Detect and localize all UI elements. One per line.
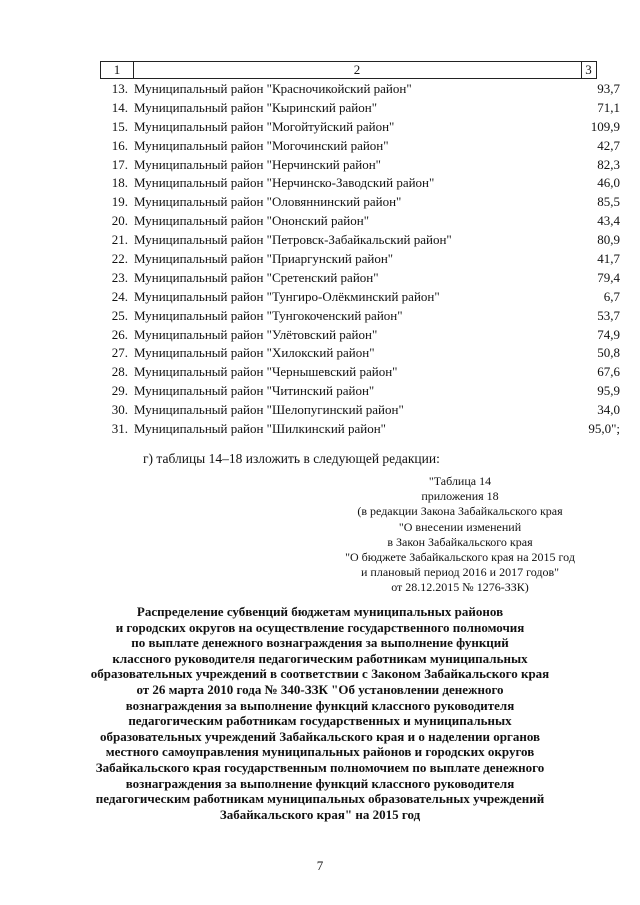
- row-value: 79,4: [597, 269, 620, 285]
- table-row: [100, 307, 620, 326]
- row-value: 67,6: [597, 364, 620, 380]
- row-number: 19.: [111, 194, 128, 210]
- row-number: 18.: [111, 175, 128, 191]
- table-row: [100, 344, 620, 363]
- title-line: от 26 марта 2010 года № 340-ЗЗК "Об установлении денежного: [136, 681, 504, 697]
- row-value: 82,3: [597, 156, 620, 172]
- row-number: 24.: [111, 288, 128, 304]
- row-name: Муниципальный район "Хилокский район": [134, 345, 375, 361]
- row-value: 46,0: [597, 175, 620, 191]
- row-value: 34,0: [597, 402, 620, 418]
- title-line: педагогическим работникам государственных и муниципальных: [128, 713, 512, 729]
- row-value: 6,7: [603, 288, 620, 304]
- row-number: 31.: [111, 421, 128, 437]
- approval-line: от 28.12.2015 № 1276-ЗЗК): [391, 580, 529, 595]
- row-name: Муниципальный район "Читинский район": [134, 383, 375, 399]
- row-name: Муниципальный район "Шилкинский район": [134, 421, 386, 437]
- row-name: Муниципальный район "Чернышевский район": [134, 364, 398, 380]
- row-name: Муниципальный район "Красночикойский район": [134, 81, 412, 96]
- row-number: 14.: [111, 99, 128, 115]
- row-name: Муниципальный район "Тунгокоченский район": [134, 307, 403, 323]
- row-number: 28.: [111, 364, 128, 380]
- row-name: Муниципальный район "Улётовский район": [134, 326, 378, 342]
- table-header-col-2: 2: [133, 62, 582, 78]
- title-line: Забайкальского края государственным полномочием по выплате денежного: [95, 759, 545, 775]
- row-number: 23.: [111, 269, 128, 285]
- row-number: 20.: [111, 213, 128, 229]
- table-header-col-3: 3: [585, 62, 592, 77]
- title-line: классного руководителя педагогическим работникам муниципальных: [112, 650, 528, 666]
- table-row: [100, 80, 620, 99]
- approval-line: (в редакции Закона Забайкальского края: [357, 504, 563, 519]
- title-line: местного самоуправления муниципальных районов и городских округов: [105, 744, 535, 760]
- row-number: 16.: [111, 137, 128, 153]
- approval-line: "О внесении изменений: [398, 519, 522, 534]
- intro-paragraph: г) таблицы 14–18 изложить в следующей редакции:: [143, 451, 440, 466]
- row-value: 53,7: [597, 307, 620, 323]
- row-number: 22.: [111, 251, 128, 267]
- row-name: Муниципальный район "Нерчинский район": [134, 156, 381, 172]
- table-row: [100, 363, 620, 382]
- table-row: [100, 137, 620, 156]
- table-row: [100, 231, 620, 250]
- row-name: Муниципальный район "Сретенский район": [134, 269, 379, 285]
- row-number: 30.: [111, 402, 128, 418]
- title-line: педагогическим работникам муниципальных образовательных учреждений: [95, 791, 545, 807]
- row-value: 74,9: [597, 326, 620, 342]
- row-name: Муниципальный район "Тунгиро-Олёкминский район": [134, 288, 440, 304]
- row-value: 95,0";: [588, 421, 620, 437]
- page-number: 7: [316, 858, 324, 873]
- title-line: и городских округов на осуществление государственного полномочия: [115, 619, 525, 635]
- row-number: 26.: [111, 326, 128, 342]
- row-name: Муниципальный район "Петровск-Забайкальский район": [134, 232, 452, 248]
- title-line: образовательных учреждений Забайкальского края и о наделении органов: [99, 728, 541, 744]
- row-number: 25.: [111, 307, 128, 323]
- row-value: 43,4: [597, 213, 620, 229]
- table-header-row: [100, 61, 597, 79]
- approval-line: "О бюджете Забайкальского края на 2015 год: [345, 550, 575, 565]
- row-number: 15.: [111, 118, 128, 134]
- table-row: [100, 118, 620, 137]
- row-value: 50,8: [597, 345, 620, 361]
- table-row: [100, 174, 620, 193]
- row-value: 71,1: [597, 99, 620, 115]
- row-name: Муниципальный район "Шелопугинский район": [134, 402, 404, 418]
- row-value: 85,5: [597, 194, 620, 210]
- title-line: образовательных учреждений в соответствии с Законом Забайкальского края: [90, 666, 550, 682]
- table-row: [100, 193, 620, 212]
- table-row: [100, 156, 620, 175]
- row-name: Муниципальный район "Кыринский район": [134, 99, 378, 115]
- row-name: Муниципальный район "Приаргунский район": [134, 251, 394, 267]
- table-row: [100, 401, 620, 420]
- row-value: 109,9: [590, 118, 620, 134]
- table-title: [80, 604, 560, 822]
- row-value: 80,9: [597, 232, 620, 248]
- approval-line: в Закон Забайкальского края: [387, 534, 533, 549]
- title-line: по выплате денежного вознаграждения за выполнение функций: [131, 635, 509, 651]
- approval-line: приложения 18: [421, 489, 499, 504]
- approval-line: и плановый период 2016 и 2017 годов": [360, 565, 560, 580]
- table-body: [100, 80, 620, 439]
- approval-block: [320, 474, 600, 596]
- row-number: 29.: [111, 383, 128, 399]
- table-row: [100, 212, 620, 231]
- row-number: 17.: [111, 156, 128, 172]
- row-number: 13.: [111, 81, 128, 96]
- approval-line: "Таблица 14: [428, 474, 492, 488]
- row-number: 21.: [111, 232, 128, 248]
- row-name: Муниципальный район "Могочинский район": [134, 137, 389, 153]
- row-value: 95,9: [597, 383, 620, 399]
- title-line: вознаграждения за выполнение функций классного руководителя: [125, 775, 515, 791]
- row-name: Муниципальный район "Могойтуйский район": [134, 118, 395, 134]
- row-number: 27.: [111, 345, 128, 361]
- table-row: [100, 382, 620, 401]
- table-row: [100, 269, 620, 288]
- row-name: Муниципальный район "Нерчинско-Заводский район": [134, 175, 435, 191]
- table-row: [100, 326, 620, 345]
- title-line: Забайкальского края" на 2015 год: [219, 806, 421, 822]
- table-header-col-1: 1: [101, 62, 134, 78]
- table-row: [100, 250, 620, 269]
- table-row: [100, 288, 620, 307]
- table-row: [100, 420, 620, 439]
- row-name: Муниципальный район "Ононский район": [134, 213, 370, 229]
- table-row: [100, 99, 620, 118]
- row-value: 93,7: [597, 81, 620, 96]
- row-name: Муниципальный район "Оловяннинский район": [134, 194, 402, 210]
- row-value: 41,7: [597, 251, 620, 267]
- title-line: Распределение субвенций бюджетам муниципальных районов: [136, 604, 504, 619]
- row-value: 42,7: [597, 137, 620, 153]
- title-line: вознаграждения за выполнение функций классного руководителя: [125, 697, 515, 713]
